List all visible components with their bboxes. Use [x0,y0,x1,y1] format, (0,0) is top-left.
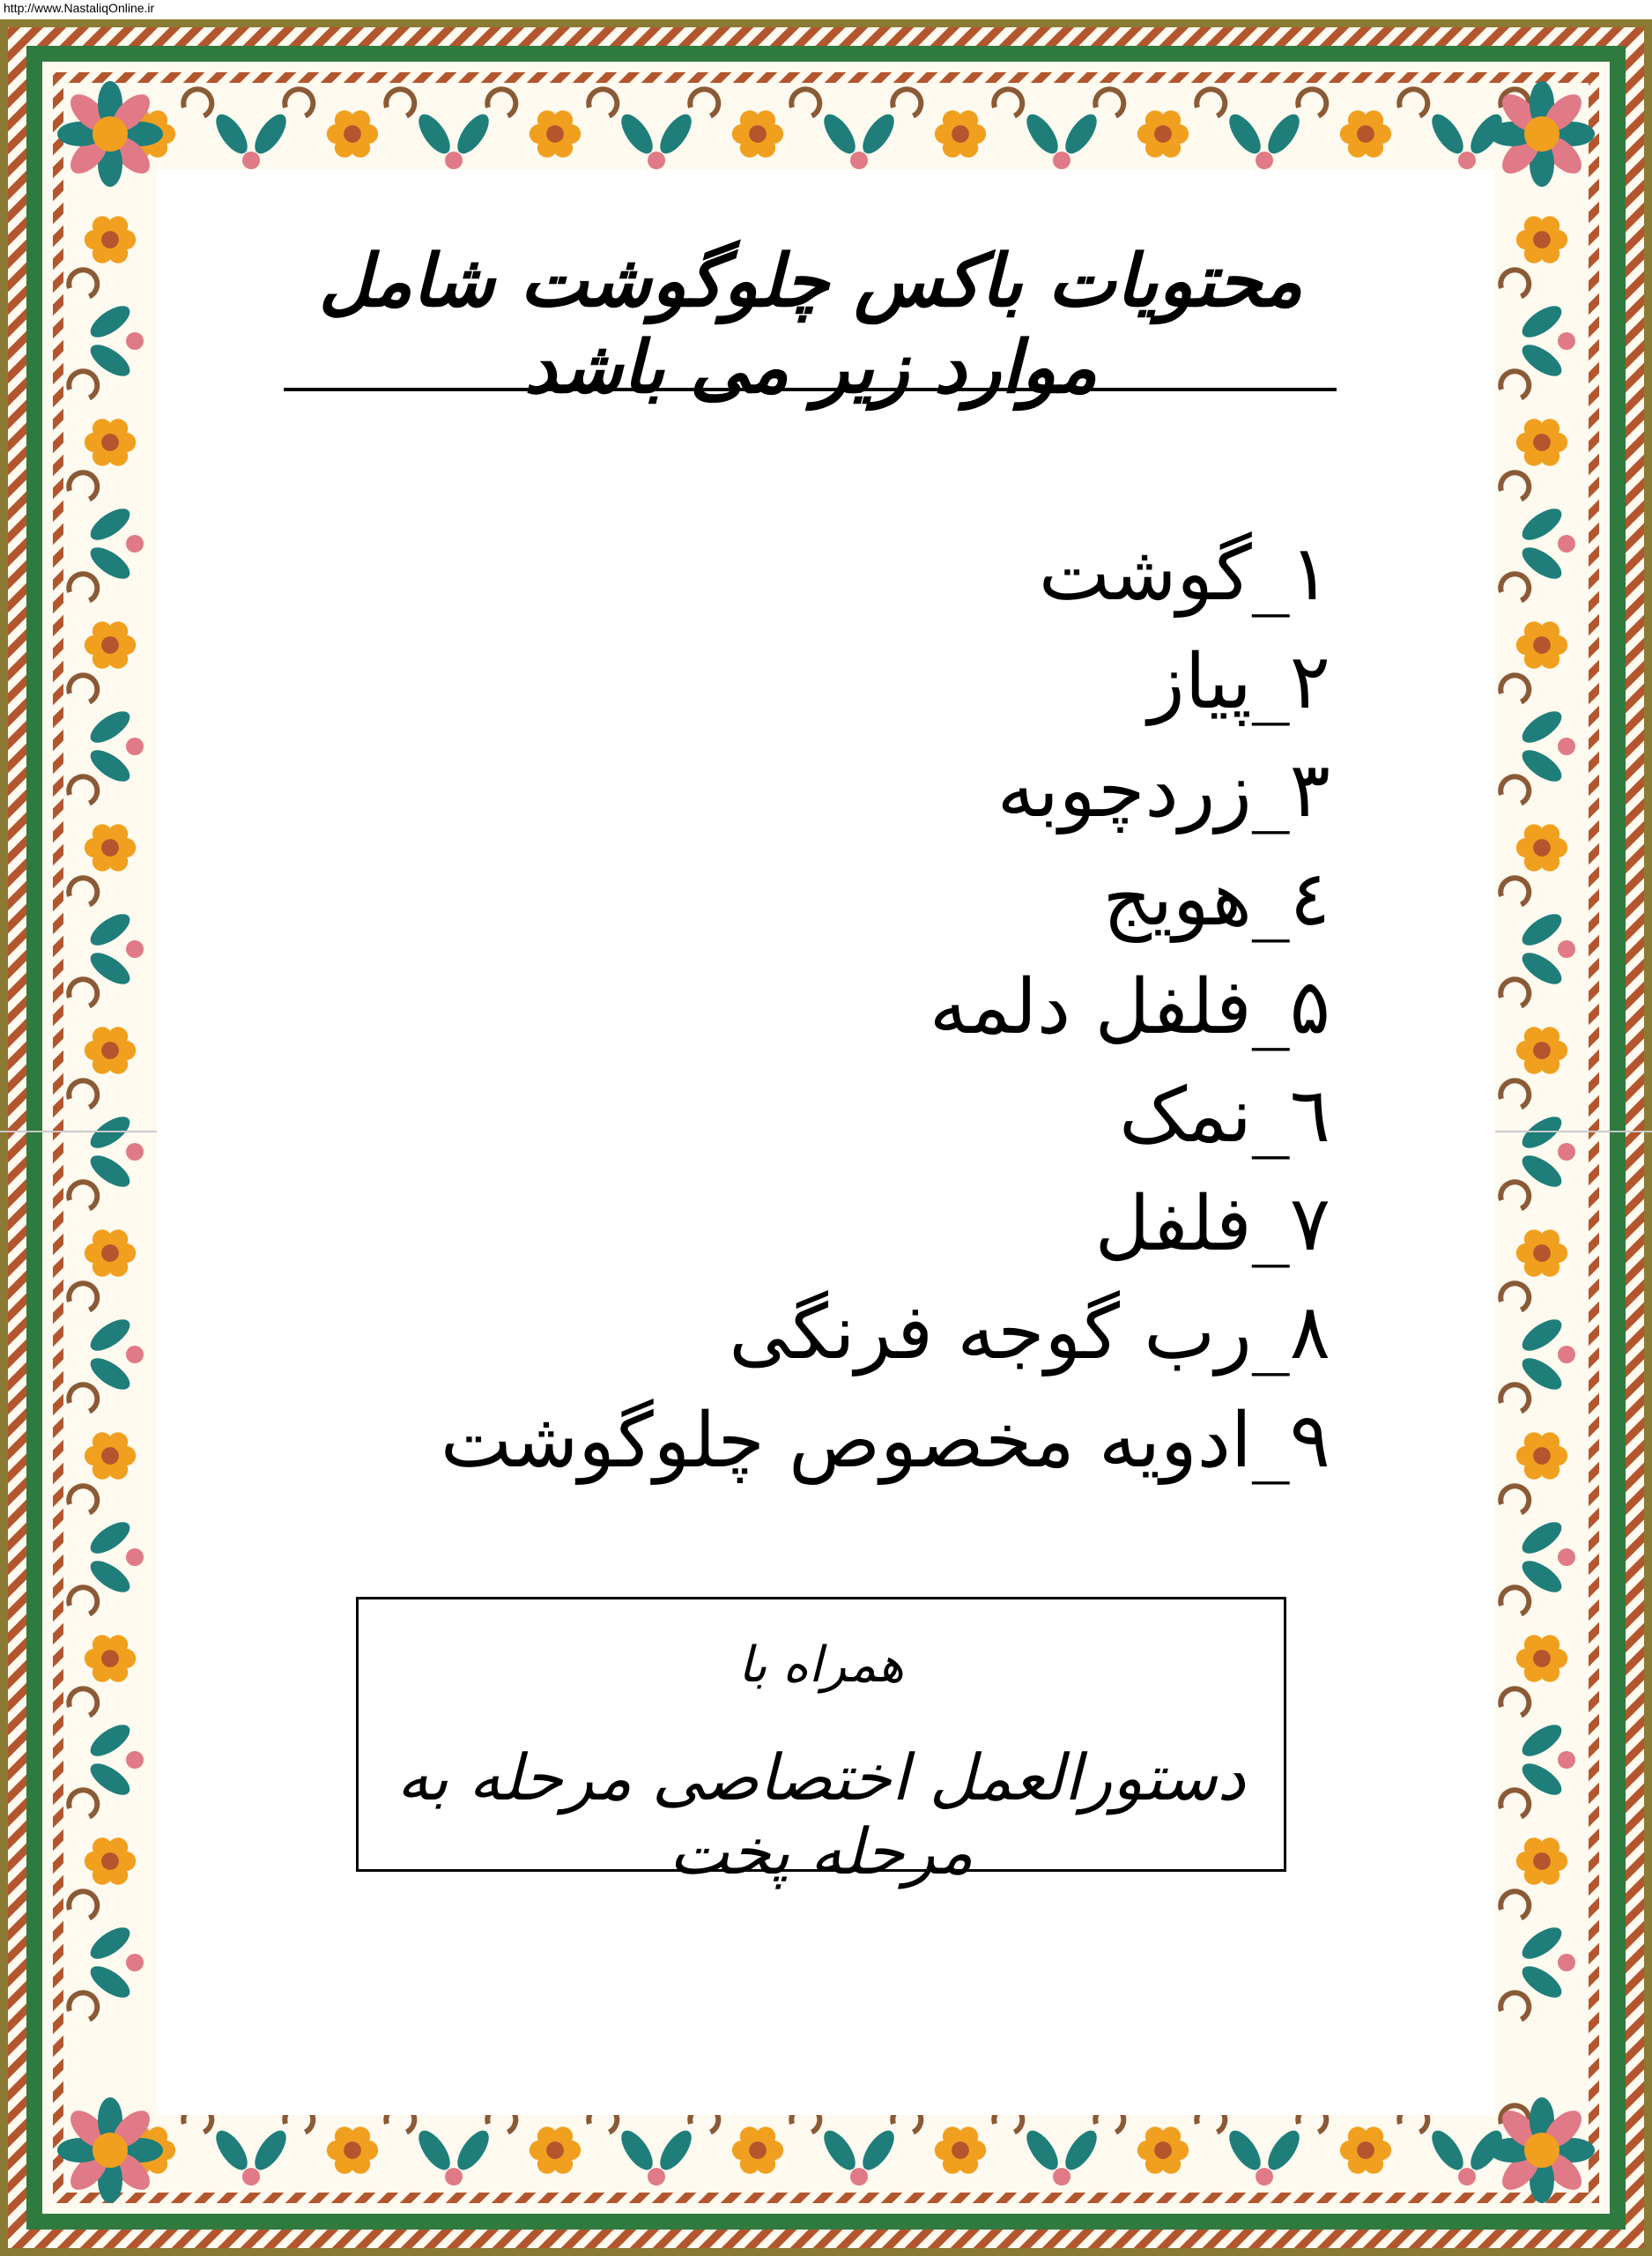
list-item: ۵_فلفل دلمه [929,963,1330,1051]
note-with-text: همراه با [737,1636,905,1694]
list-item: ٦_نمک [1119,1072,1330,1160]
note-box [356,1597,1286,1889]
list-item: ۸_رب گوجه فرنگی [729,1288,1330,1377]
list-item: ۳_زردچوبه [996,746,1330,835]
list-item: ۹_ادویه مخصوص چلوگوشت [440,1397,1330,1485]
ingredient-list [441,520,1330,1495]
note-main-text: دستورالعمل اختصاصی مرحله به مرحله پخت [396,1740,1246,1889]
list-item: ٤_هویج [1102,855,1330,943]
watermark-url: http://www.NastaliqOnline.ir [4,1,155,15]
list-item: ۱_گوشت [1038,530,1330,618]
page-title: محتویات باکس چلوگوشت شامل موارد زیر می باشد [318,239,1303,411]
list-item: ۷_فلفل [1094,1180,1330,1268]
title-underline [284,388,1337,391]
list-item: ۲_پیاز [1148,638,1330,726]
